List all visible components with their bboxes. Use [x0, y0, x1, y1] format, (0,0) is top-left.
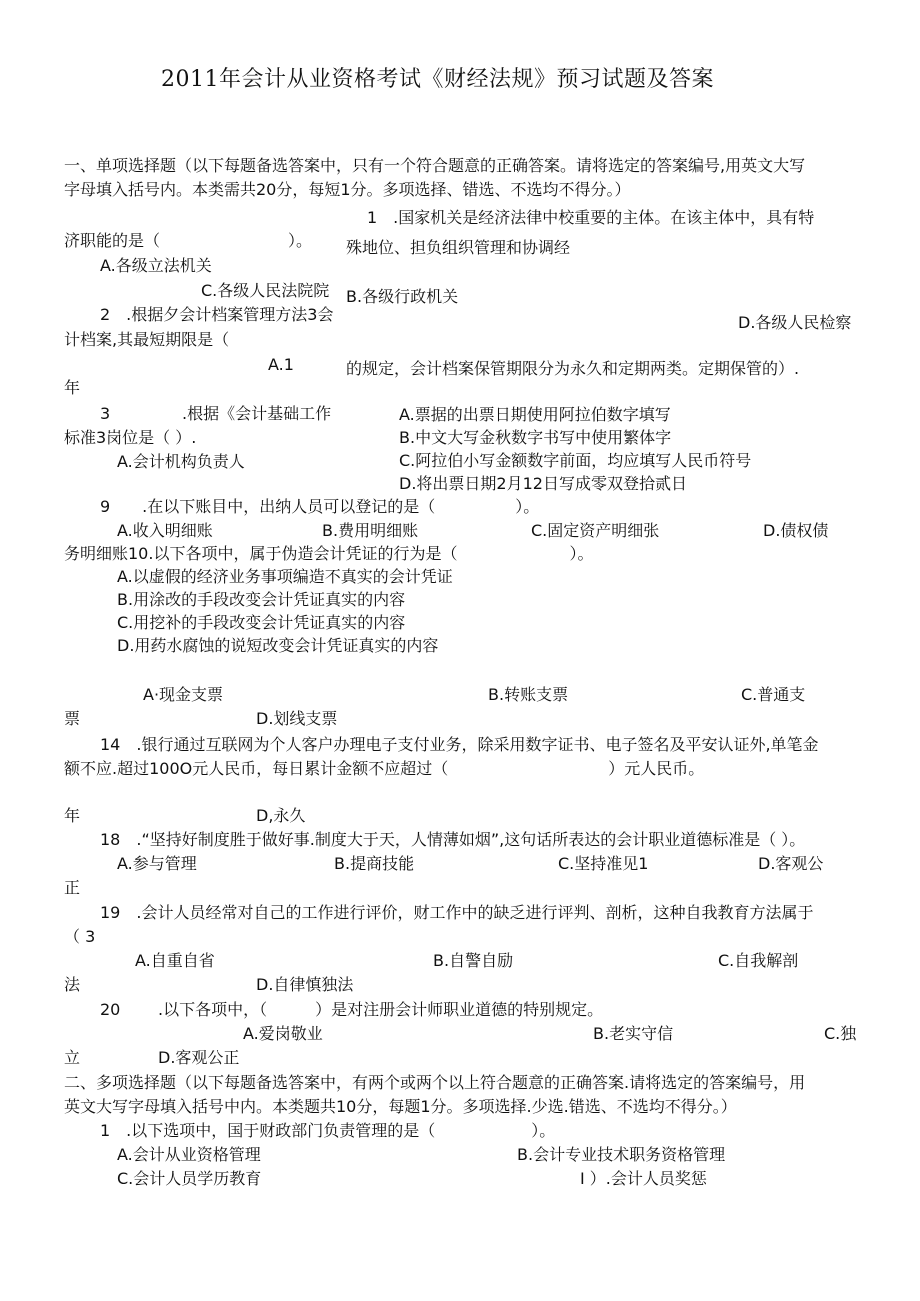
m1-option-a: A.会计从业资格管理 — [117, 1145, 261, 1164]
q3-stem-line1: .根据《会计基础工作 — [182, 404, 332, 423]
q2-option-a: A.1 — [268, 355, 294, 374]
year-option-d: D,永久 — [256, 806, 306, 825]
q14-stem-line1: 14 .银行通过互联网为个人客户办理电子支付业务，除采用数字证书、电子签名及平安认证外,单笔金 — [100, 735, 819, 754]
q9-option-a: A.收入明细账 — [117, 521, 213, 540]
q18-option-d: D.客观公 — [758, 854, 824, 873]
cheque-option-b: B.转账支票 — [488, 685, 569, 704]
q3-number: 3 — [100, 404, 111, 423]
q1-option-a: A.各级立法机关 — [100, 256, 212, 275]
section1-intro-line2: 字母填入括号内。本类需共20分，每短1分。多项选择、错选、不选均不得分。） — [64, 180, 631, 199]
q10-stem: 务明细账10.以下各项中，属于伪造会计凭证的行为是（ ）。 — [64, 544, 594, 563]
q3-option-a-right: A.票据的出票日期使用阿拉伯数字填写 — [399, 405, 671, 424]
m1-option-c: C.会计人员学历教育 — [117, 1169, 262, 1188]
q3-option-c-right: C.阿拉伯小写金额数字前面，均应填写人民币符号 — [399, 451, 752, 470]
q20-option-c-cont: 立 — [64, 1048, 81, 1067]
q2-stem-line4: 年 — [64, 378, 81, 397]
q2-stem-line2: 计档案,其最短期限是（ — [64, 330, 230, 349]
q20-stem: .以下各项中，（ ）是对注册会计师职业道德的特别规定。 — [158, 1000, 604, 1019]
cheque-option-c-cont: 票 — [64, 709, 81, 728]
q1-option-d: D.各级人民检察 — [738, 313, 852, 332]
q2-stem-line3: 的规定，会计档案保管期限分为永久和定期两类。定期保管的）. — [346, 359, 800, 378]
q18-option-a: A.参与管理 — [117, 854, 197, 873]
q20-option-c: C.独 — [824, 1024, 857, 1043]
q9-option-d: D.债权债 — [763, 521, 829, 540]
q19-stem-line1: 19 .会计人员经常对自己的工作进行评价，财工作中的缺乏进行评判、剖析，这种自我教育方法属于 — [100, 903, 814, 922]
q10-option-a: A.以虚假的经济业务事项编造不真实的会计凭证 — [117, 567, 453, 586]
q3-stem-line2: 标准3岗位是（ ）. — [64, 428, 197, 447]
q18-option-c: C.坚持准见1 — [558, 854, 649, 873]
q19-option-c: C.自我解剖 — [718, 951, 799, 970]
q19-option-d: D.自律慎独法 — [256, 975, 354, 994]
q1-option-c: C.各级人民法院院 — [201, 281, 330, 300]
q9-option-b: B.费用明细账 — [322, 521, 419, 540]
cheque-option-c: C.普通支 — [741, 685, 806, 704]
cheque-option-d: D.划线支票 — [256, 709, 338, 728]
section2-intro-line2: 英文大写字母填入括号中内。本类题共10分，每题1分。多项选择.少选.错选、不选均不得分。） — [64, 1097, 737, 1116]
m1-option-b: B.会计专业技术职务资格管理 — [517, 1145, 726, 1164]
q2-stem-line1: 2 .根据夕会计档案管理方法3会 — [100, 305, 334, 324]
page-title: 2011年会计从业资格考试《财经法规》预习试题及答案 — [161, 67, 714, 92]
q3-option-a-left: A.会计机构负责人 — [117, 452, 245, 471]
q1-stem-line2: 济职能的是（ ）。 — [64, 231, 313, 250]
year-option-cont: 年 — [64, 806, 81, 825]
q10-option-c: C.用挖补的手段改变会计凭证真实的内容 — [117, 613, 406, 632]
q20-option-b: B.老实守信 — [593, 1024, 674, 1043]
cheque-option-a: A·现金支票 — [143, 685, 224, 704]
q19-stem-line2: （ 3 — [64, 927, 96, 946]
section1-intro-line1: 一、单项选择题（以下每题备选答案中，只有一个符合题意的正确答案。请将选定的答案编号,用英文大写 — [64, 156, 806, 175]
q1-stem-line1: 1 .国家机关是经济法律中校重要的主体。在该主体中，具有特 — [367, 208, 815, 227]
q18-option-b: B.提商技能 — [334, 854, 415, 873]
q19-option-b: B.自警自励 — [433, 951, 514, 970]
q20-option-d: D.客观公正 — [158, 1048, 240, 1067]
q19-option-a: A.自重自省 — [135, 951, 215, 970]
q18-option-d-cont: 正 — [64, 878, 81, 897]
q9-stem: 9 .在以下账目中，出纳人员可以登记的是（ ）。 — [100, 497, 540, 516]
q14-stem-line2: 额不应.超过100O元人民币，每日累计金额不应超过（ ）元人民币。 — [64, 759, 705, 778]
q1-option-b: B.各级行政机关 — [346, 287, 459, 306]
q20-number: 20 — [100, 1000, 121, 1019]
q3-option-b-right: B.中文大写金秋数字书写中使用繁体字 — [399, 428, 672, 447]
q1-stem-line3: 殊地位、担负组织管理和协调经 — [346, 238, 571, 257]
m1-option-d: I ）.会计人员奖惩 — [580, 1169, 707, 1188]
q10-option-d: D.用药水腐蚀的说短改变会计凭证真实的内容 — [117, 636, 439, 655]
q20-option-a: A.爱岗敬业 — [243, 1024, 323, 1043]
section2-intro-line1: 二、多项选择题（以下每题备选答案中，有两个或两个以上符合题意的正确答案.请将选定的答案编号，用 — [64, 1073, 806, 1092]
q3-option-d-right: D.将出票日期2月12日写成零双登拾贰日 — [399, 474, 687, 493]
q19-option-c-cont: 法 — [64, 975, 81, 994]
q9-option-c: C.固定资产明细张 — [531, 521, 660, 540]
q10-option-b: B.用涂改的手段改变会计凭证真实的内容 — [117, 590, 406, 609]
m1-stem: 1 .以下选项中，国于财政部门负责管理的是（ ）。 — [100, 1121, 556, 1140]
q18-stem: 18 .“坚持好制度胜于做好事.制度大于天，人情薄如烟”,这句话所表达的会计职业道德标准是（ ）。 — [100, 830, 806, 849]
